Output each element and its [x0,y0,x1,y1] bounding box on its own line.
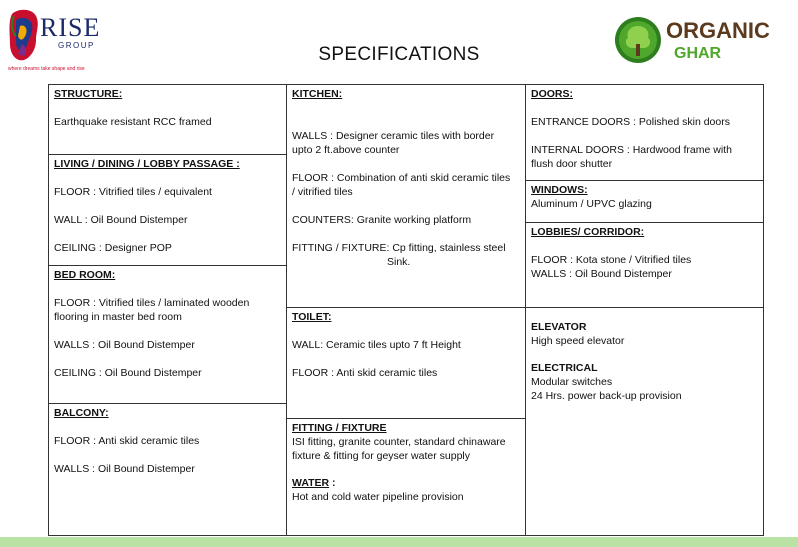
windows-section [526,180,763,222]
logo-left-sub: GROUP [58,41,95,50]
balcony-walls: WALLS : Oil Bound Distemper [54,463,195,475]
page-title: SPECIFICATIONS [318,44,480,65]
kitchen-floor-2: / vitrified tiles [292,186,353,198]
kitchen-walls-2: upto 2 ft.above counter [292,144,400,156]
fitting-section [287,418,525,536]
spec-column-3 [526,85,763,535]
balcony-section [49,403,286,536]
toilet-heading: TOILET: [292,311,332,323]
kitchen-heading: KITCHEN: [292,88,343,100]
tree-circle-icon [615,17,661,63]
structure-heading: STRUCTURE: [54,88,123,100]
bedroom-section [49,265,286,403]
electrical-heading: ELECTRICAL [531,362,598,374]
balcony-floor: FLOOR : Anti skid ceramic tiles [54,435,200,447]
lobbies-walls: WALLS : Oil Bound Distemper [531,268,672,280]
water-heading-row [292,477,520,490]
kitchen-counters: COUNTERS: Granite working platform [292,214,472,226]
fitting-heading: FITTING / FIXTURE [292,422,387,434]
windows-heading: WINDOWS: [531,184,588,196]
bedroom-floor-2: flooring in master bed room [54,311,182,323]
logo-left-name: RISE [40,13,101,42]
bedroom-ceiling: CEILING : Oil Bound Distemper [54,367,202,379]
lobbies-section [526,222,763,307]
spec-column-1 [49,85,287,535]
logo-right-line2: GHAR [674,45,722,62]
organic-ghar-logo [614,14,794,66]
living-heading: LIVING / DINING / LOBBY PASSAGE : [54,158,240,170]
kitchen-section [287,85,525,307]
living-section [49,154,286,265]
kitchen-walls-1: WALLS : Designer ceramic tiles with border [292,130,495,142]
kitchen-floor-1: FLOOR : Combination of anti skid ceramic tiles [292,172,511,184]
living-floor: FLOOR : Vitrified tiles / equivalent [54,186,212,198]
electrical-line-1: Modular switches [531,376,613,388]
bedroom-floor-1: FLOOR : Vitrified tiles / laminated wooden [54,297,250,309]
doors-entrance: ENTRANCE DOORS : Polished skin doors [531,116,730,128]
water-heading-suffix: : [329,477,336,489]
water-line: Hot and cold water pipeline provision [292,491,464,503]
fitting-line-1: ISI fitting, granite counter, standard chinaware [292,436,506,448]
lobbies-heading: LOBBIES/ CORRIDOR: [531,226,645,238]
lobbies-floor: FLOOR : Kota stone / Vitrified tiles [531,254,692,266]
bedroom-heading: BED ROOM: [54,269,116,281]
elevator-line: High speed elevator [531,335,625,347]
fitting-line-2: fixture & fitting for geyser water supply [292,450,470,462]
living-wall: WALL : Oil Bound Distemper [54,214,188,226]
doors-heading: DOORS: [531,88,573,100]
kitchen-fitting-2: Sink. [387,256,411,268]
doors-internal-1: INTERNAL DOORS : Hardwood frame with [531,144,732,156]
structure-line: Earthquake resistant RCC framed [54,116,212,128]
doors-section [526,85,763,180]
living-ceiling: CEILING : Designer POP [54,242,172,254]
logo-right-line1: ORGANIC [666,18,770,43]
specifications-table [48,84,764,536]
logo-left-tagline: where dreams take shape and rise [8,66,85,72]
balcony-heading: BALCONY: [54,407,109,419]
rise-group-logo [6,6,101,80]
electrical-line-2: 24 Hrs. power back-up provision [531,390,682,402]
elevator-heading: ELEVATOR [531,321,587,333]
kitchen-fitting-1: FITTING / FIXTURE: Cp fitting, stainless steel [292,242,506,254]
elevator-electrical-section [526,307,763,536]
toilet-floor: FLOOR : Anti skid ceramic tiles [292,367,438,379]
spec-column-2 [287,85,526,535]
bedroom-walls: WALLS : Oil Bound Distemper [54,339,195,351]
water-heading: WATER [292,477,330,489]
footer-band [0,537,798,547]
toilet-section [287,307,525,418]
toilet-wall: WALL: Ceramic tiles upto 7 ft Height [292,339,461,351]
windows-line: Aluminum / UPVC glazing [531,198,652,210]
doors-internal-2: flush door shutter [531,158,613,170]
structure-section [49,85,286,154]
